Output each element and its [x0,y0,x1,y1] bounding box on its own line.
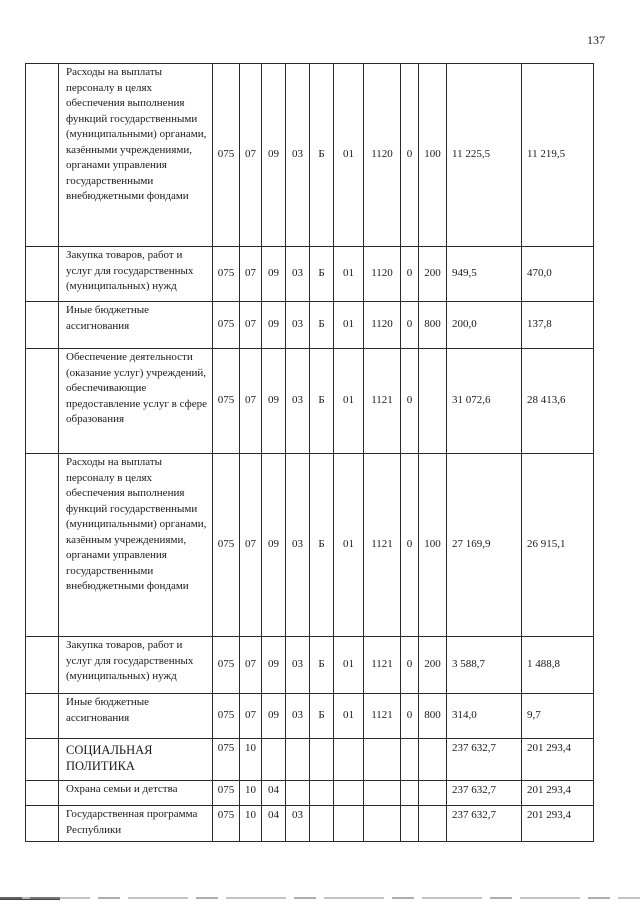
code-digit [401,781,419,806]
code-direction [364,739,401,781]
expense-name: Закупка товаров, работ и услуг для государственных (муниципальных) нужд [59,247,213,302]
code-expense-type: 800 [419,302,447,349]
code-subprogram: Б [310,64,334,247]
code-digit [401,806,419,842]
code-program [286,739,310,781]
expense-name: СОЦИАЛЬНАЯ ПОЛИТИКА [59,739,213,781]
code-expense-type: 100 [419,64,447,247]
code-expense-type [419,349,447,454]
amount-executed: 470,0 [522,247,594,302]
code-direction: 1120 [364,302,401,349]
expense-name: Иные бюджетные ассигнования [59,694,213,739]
code-event [334,781,364,806]
code-expense-type: 200 [419,247,447,302]
code-digit: 0 [401,454,419,637]
row-number-cell [26,64,59,247]
code-subprogram: Б [310,247,334,302]
amount-executed: 26 915,1 [522,454,594,637]
code-subprogram: Б [310,694,334,739]
code-ministry: 075 [213,806,240,842]
code-ministry: 075 [213,637,240,694]
page-number: 137 [587,33,605,47]
code-section: 10 [240,739,262,781]
table-row [26,349,594,454]
code-subsection: 09 [262,64,286,247]
table-row [26,739,594,781]
code-ministry: 075 [213,739,240,781]
amount-executed: 201 293,4 [522,781,594,806]
code-event [334,806,364,842]
code-program [286,781,310,806]
expense-name: Расходы на выплаты персоналу в целях обеспечения выполнения функций государственными (муниципальными) органами, казённым учреждениями, органами управления государственными внебюджетными фондами [59,454,213,637]
row-number-cell [26,694,59,739]
code-event: 01 [334,247,364,302]
code-ministry: 075 [213,247,240,302]
code-subprogram: Б [310,302,334,349]
code-section: 07 [240,349,262,454]
code-subprogram: Б [310,349,334,454]
code-subprogram: Б [310,637,334,694]
code-digit: 0 [401,694,419,739]
code-section: 07 [240,694,262,739]
table-row [26,781,594,806]
amount-planned: 200,0 [447,302,522,349]
expense-name: Государственная программа Республики [59,806,213,842]
code-subprogram [310,781,334,806]
table-row [26,302,594,349]
code-expense-type [419,806,447,842]
code-digit [401,739,419,781]
table-row [26,247,594,302]
code-subsection: 09 [262,454,286,637]
code-program: 03 [286,806,310,842]
code-ministry: 075 [213,64,240,247]
amount-executed: 1 488,8 [522,637,594,694]
code-digit: 0 [401,64,419,247]
code-section: 07 [240,454,262,637]
code-subsection: 04 [262,781,286,806]
code-program: 03 [286,349,310,454]
row-number-cell [26,247,59,302]
code-subsection: 09 [262,247,286,302]
expense-name: Иные бюджетные ассигнования [59,302,213,349]
expense-name: Расходы на выплаты персоналу в целях обеспечения выполнения функций государственными (муниципальными) органами, казёнными учреждениями, органами управления государственными внебюджетными фондами [59,64,213,247]
row-number-cell [26,349,59,454]
row-number-cell [26,637,59,694]
code-direction: 1121 [364,349,401,454]
code-digit: 0 [401,637,419,694]
code-expense-type: 200 [419,637,447,694]
code-direction [364,781,401,806]
code-event: 01 [334,302,364,349]
table-row [26,806,594,842]
code-ministry: 075 [213,302,240,349]
code-subprogram [310,806,334,842]
row-number-cell [26,454,59,637]
row-number-cell [26,739,59,781]
code-subprogram: Б [310,454,334,637]
code-digit: 0 [401,349,419,454]
amount-planned: 11 225,5 [447,64,522,247]
code-section: 07 [240,302,262,349]
code-event: 01 [334,349,364,454]
code-expense-type [419,739,447,781]
code-event: 01 [334,637,364,694]
code-ministry: 075 [213,349,240,454]
code-subsection: 09 [262,694,286,739]
code-expense-type: 100 [419,454,447,637]
code-subprogram [310,739,334,781]
code-ministry: 075 [213,454,240,637]
code-subsection: 09 [262,349,286,454]
code-event: 01 [334,64,364,247]
code-program: 03 [286,454,310,637]
code-program: 03 [286,637,310,694]
amount-planned: 314,0 [447,694,522,739]
row-number-cell [26,781,59,806]
table-row [26,64,594,247]
amount-executed: 137,8 [522,302,594,349]
code-subsection: 04 [262,806,286,842]
amount-executed: 28 413,6 [522,349,594,454]
table-row [26,454,594,637]
code-program: 03 [286,302,310,349]
row-number-cell [26,302,59,349]
amount-planned: 237 632,7 [447,739,522,781]
amount-executed: 11 219,5 [522,64,594,247]
code-event: 01 [334,454,364,637]
table-row [26,637,594,694]
code-subsection: 09 [262,302,286,349]
code-direction [364,806,401,842]
code-section: 07 [240,247,262,302]
code-event: 01 [334,694,364,739]
code-direction: 1121 [364,694,401,739]
amount-planned: 237 632,7 [447,806,522,842]
amount-planned: 949,5 [447,247,522,302]
code-program: 03 [286,247,310,302]
scan-artifact-line [0,897,640,899]
code-expense-type [419,781,447,806]
row-number-cell [26,806,59,842]
amount-executed: 201 293,4 [522,739,594,781]
amount-planned: 31 072,6 [447,349,522,454]
code-subsection: 09 [262,637,286,694]
code-section: 07 [240,637,262,694]
code-direction: 1121 [364,454,401,637]
expense-name: Обеспечение деятельности (оказание услуг) учреждений, обеспечивающие предоставление услуг в сфере образования [59,349,213,454]
amount-planned: 3 588,7 [447,637,522,694]
amount-planned: 27 169,9 [447,454,522,637]
code-program: 03 [286,694,310,739]
budget-table [25,63,594,842]
code-subsection [262,739,286,781]
code-direction: 1120 [364,247,401,302]
expense-name: Закупка товаров, работ и услуг для государственных (муниципальных) нужд [59,637,213,694]
amount-executed: 9,7 [522,694,594,739]
code-program: 03 [286,64,310,247]
code-ministry: 075 [213,694,240,739]
amount-planned: 237 632,7 [447,781,522,806]
table-row [26,694,594,739]
code-section: 07 [240,64,262,247]
code-section: 10 [240,806,262,842]
code-ministry: 075 [213,781,240,806]
code-direction: 1120 [364,64,401,247]
expense-name: Охрана семьи и детства [59,781,213,806]
code-expense-type: 800 [419,694,447,739]
code-digit: 0 [401,302,419,349]
code-digit: 0 [401,247,419,302]
code-direction: 1121 [364,637,401,694]
amount-executed: 201 293,4 [522,806,594,842]
code-event [334,739,364,781]
code-section: 10 [240,781,262,806]
